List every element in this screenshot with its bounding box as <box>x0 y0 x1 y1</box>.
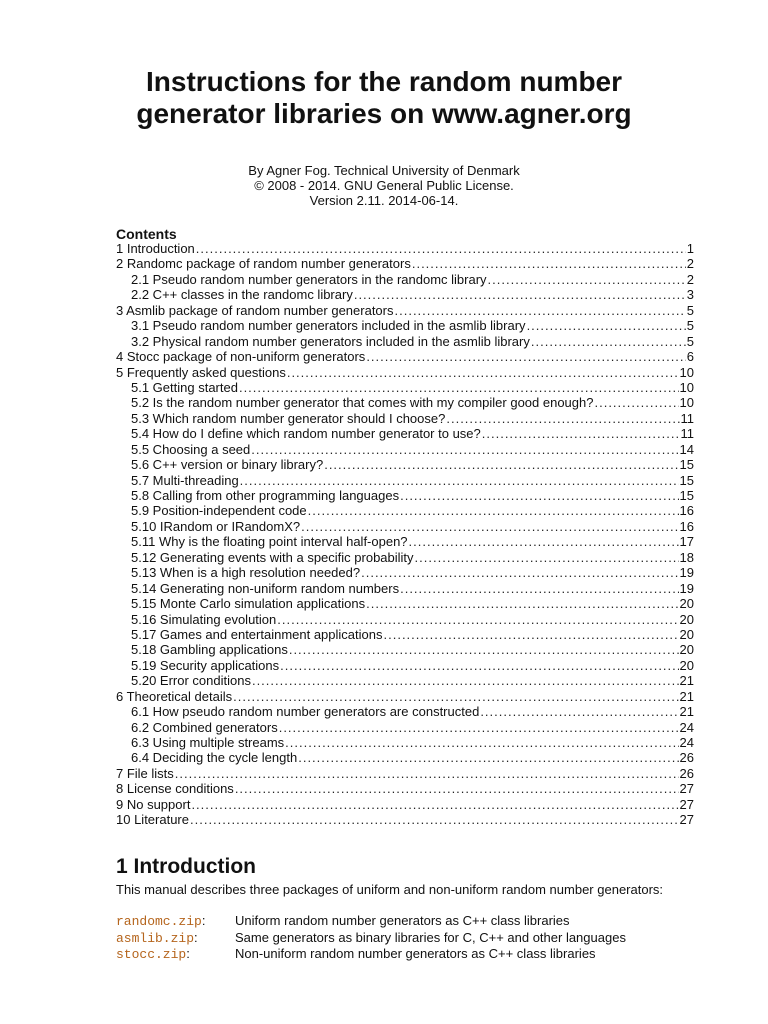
toc-entry[interactable] <box>116 797 694 812</box>
toc-entry[interactable] <box>116 720 694 735</box>
toc-entry-title: 5.1 Getting started <box>131 379 238 395</box>
toc-entry-page: 21 <box>679 704 694 720</box>
file-name <box>116 913 235 930</box>
toc-entry-title: 5.13 When is a high resolution needed? <box>131 565 361 581</box>
toc-entry[interactable] <box>116 689 694 704</box>
toc-entry-page: 16 <box>679 503 694 519</box>
toc-entry-title: 2.1 Pseudo random number generators in the randomc library <box>131 271 487 287</box>
toc-entry-page: 19 <box>679 565 694 581</box>
toc-entry-title: 5.11 Why is the floating point interval half-open? <box>131 534 408 550</box>
file-list-item <box>116 913 626 930</box>
toc-entry-page: 15 <box>679 472 694 488</box>
toc-entry[interactable] <box>116 503 694 518</box>
toc-entry-title: 5.5 Choosing a seed <box>131 441 251 457</box>
toc-entry-page: 15 <box>679 457 694 473</box>
toc-leader-dots <box>395 303 686 318</box>
toc-entry[interactable] <box>116 704 694 719</box>
intro-paragraph: This manual describes three packages of uniform and non-uniform random number generators: <box>116 882 664 897</box>
toc-entry-page: 1 <box>686 241 694 256</box>
toc-leader-dots <box>366 349 685 364</box>
toc-entry-title: 8 License conditions <box>116 781 234 797</box>
toc-entry-title: 5.4 How do I define which random number generator to use? <box>131 426 481 442</box>
toc-entry[interactable] <box>116 395 694 410</box>
toc-entry-page: 20 <box>679 596 694 612</box>
toc-leader-dots <box>191 797 678 812</box>
toc-entry[interactable] <box>116 303 694 318</box>
toc-entry[interactable] <box>116 565 694 580</box>
toc-leader-dots <box>527 318 686 333</box>
toc-entry[interactable] <box>116 612 694 627</box>
toc-entry-title: 7 File lists <box>116 765 174 781</box>
toc-entry-page: 24 <box>679 735 694 750</box>
toc-leader-dots <box>252 673 679 688</box>
toc-entry-page: 19 <box>679 580 694 596</box>
toc-leader-dots <box>279 720 679 735</box>
toc-entry-title: 2.2 C++ classes in the randomc library <box>131 287 353 303</box>
document-title <box>0 66 768 130</box>
toc-entry-title: 5.17 Games and entertainment applications <box>131 626 383 642</box>
toc-leader-dots <box>409 534 679 549</box>
toc-entry-title: 5.16 Simulating evolution <box>131 611 277 627</box>
toc-entry-title: 5.12 Generating events with a specific probability <box>131 549 414 565</box>
toc-entry-page: 10 <box>679 379 694 395</box>
toc-entry-title: 4 Stocc package of non-uniform generators <box>116 349 366 365</box>
toc-entry-title: 5.15 Monte Carlo simulation applications <box>131 596 366 612</box>
table-of-contents <box>116 241 694 828</box>
file-name <box>116 930 235 947</box>
toc-leader-dots <box>361 565 678 580</box>
toc-leader-dots <box>415 550 679 565</box>
toc-entry-page: 10 <box>679 395 694 411</box>
toc-entry-page: 2 <box>686 256 694 272</box>
byline-author: By Agner Fog. Technical University of Denmark <box>248 163 520 178</box>
toc-entry-title: 5.20 Error conditions <box>131 673 251 689</box>
toc-entry-page: 21 <box>679 688 694 704</box>
toc-entry-title: 5.3 Which random number generator should I choose? <box>131 410 446 426</box>
toc-entry[interactable] <box>116 241 694 256</box>
toc-leader-dots <box>285 735 678 750</box>
toc-entry-page: 3 <box>686 287 694 303</box>
file-name-text: randomc.zip <box>116 914 202 929</box>
toc-entry-title: 6.2 Combined generators <box>131 719 278 735</box>
toc-entry-page: 5 <box>686 333 694 349</box>
toc-entry-page: 20 <box>679 626 694 642</box>
toc-leader-dots <box>289 642 679 657</box>
toc-entry-title: 5.10 IRandom or IRandomX? <box>131 518 301 534</box>
toc-entry-title: 6.4 Deciding the cycle length <box>131 750 298 766</box>
toc-entry[interactable] <box>116 473 694 488</box>
file-list-item <box>116 946 626 963</box>
byline <box>0 163 768 208</box>
file-list-item <box>116 930 626 947</box>
toc-leader-dots <box>280 658 678 673</box>
toc-leader-dots <box>277 612 678 627</box>
toc-leader-dots <box>287 365 679 380</box>
toc-leader-dots <box>400 581 678 596</box>
toc-entry-title: 5.7 Multi-threading <box>131 472 239 488</box>
toc-entry-title: 5.6 C++ version or binary library? <box>131 457 324 473</box>
toc-entry[interactable] <box>116 735 694 750</box>
toc-leader-dots <box>308 503 679 518</box>
toc-entry[interactable] <box>116 442 694 457</box>
toc-entry-page: 27 <box>679 812 694 828</box>
toc-entry-page: 17 <box>679 534 694 550</box>
byline-license: © 2008 - 2014. GNU General Public License. <box>254 178 514 193</box>
toc-entry-page: 27 <box>679 796 694 812</box>
toc-entry-title: 10 Literature <box>116 812 189 828</box>
file-name-text: asmlib.zip <box>116 930 195 946</box>
toc-entry-page: 6 <box>686 349 694 365</box>
toc-leader-dots <box>412 256 686 271</box>
toc-leader-dots <box>175 766 679 781</box>
toc-entry-title: 5.9 Position-independent code <box>131 503 307 519</box>
toc-leader-dots <box>482 426 680 441</box>
toc-entry-page: 24 <box>679 719 694 735</box>
file-description: Uniform random number generators as C++ class libraries <box>235 913 570 928</box>
toc-leader-dots <box>233 689 678 704</box>
toc-entry-title: 3.2 Physical random number generators included in the asmlib library <box>131 333 530 349</box>
toc-entry[interactable] <box>116 642 694 657</box>
toc-entry-title: 5.2 Is the random number generator that comes with my compiler good enough? <box>131 395 594 411</box>
toc-leader-dots <box>196 241 686 256</box>
toc-leader-dots <box>251 442 678 457</box>
toc-entry[interactable] <box>116 334 694 349</box>
toc-entry-title: 5.8 Calling from other programming languages <box>131 488 400 503</box>
title-line-1: Instructions for the random number <box>145 66 623 97</box>
toc-entry[interactable] <box>116 673 694 688</box>
toc-entry[interactable] <box>116 349 694 364</box>
toc-entry[interactable] <box>116 256 694 271</box>
file-description: Same generators as binary libraries for C, C++ and other languages <box>235 929 626 945</box>
byline-version: Version 2.11. 2014-06-14. <box>309 193 459 208</box>
toc-entry[interactable] <box>116 550 694 565</box>
toc-entry-page: 16 <box>679 518 694 534</box>
toc-leader-dots <box>480 704 678 719</box>
section-heading: 1 Introduction <box>116 855 256 878</box>
toc-entry-page: 11 <box>680 426 694 442</box>
toc-entry[interactable] <box>116 411 694 426</box>
toc-entry-title: 9 No support <box>116 796 191 812</box>
toc-leader-dots <box>446 411 679 426</box>
toc-entry-page: 14 <box>679 441 694 457</box>
toc-entry-title: 5.19 Security applications <box>131 657 280 673</box>
toc-entry[interactable] <box>116 380 694 395</box>
toc-leader-dots <box>298 750 678 765</box>
toc-entry-page: 5 <box>686 302 694 318</box>
toc-entry-page: 21 <box>679 673 694 689</box>
toc-entry-title: 6.3 Using multiple streams <box>131 735 285 750</box>
toc-entry-title: 6 Theoretical details <box>116 688 233 704</box>
toc-leader-dots <box>239 380 679 395</box>
toc-entry-page: 20 <box>679 611 694 627</box>
toc-entry[interactable] <box>116 272 694 287</box>
toc-entry[interactable] <box>116 812 694 827</box>
toc-leader-dots <box>354 287 686 302</box>
toc-entry-page: 11 <box>680 410 694 426</box>
toc-entry-page: 2 <box>686 271 694 287</box>
file-name-text: stocc.zip <box>116 947 187 962</box>
toc-entry[interactable] <box>116 766 694 781</box>
toc-entry-title: 1 Introduction <box>116 241 195 256</box>
file-description: Non-uniform random number generators as C++ class libraries <box>235 946 596 961</box>
toc-entry-page: 20 <box>679 657 694 673</box>
toc-entry[interactable] <box>116 287 694 302</box>
toc-leader-dots <box>488 272 686 287</box>
toc-entry-title: 5.18 Gambling applications <box>131 642 288 658</box>
toc-entry-page: 26 <box>679 750 694 766</box>
file-name-colon: : <box>201 913 206 928</box>
toc-leader-dots <box>240 473 679 488</box>
toc-leader-dots <box>384 627 679 642</box>
toc-entry-page: 5 <box>686 318 694 334</box>
toc-entry[interactable] <box>116 318 694 333</box>
toc-entry-title: 5 Frequently asked questions <box>116 364 286 380</box>
toc-entry[interactable] <box>116 596 694 611</box>
toc-entry-page: 26 <box>679 765 694 781</box>
toc-entry[interactable] <box>116 581 694 596</box>
toc-leader-dots <box>366 596 678 611</box>
toc-entry-page: 18 <box>679 549 694 565</box>
file-list <box>116 913 626 963</box>
file-name-colon: : <box>194 929 198 945</box>
toc-entry[interactable] <box>116 426 694 441</box>
toc-leader-dots <box>594 395 678 410</box>
toc-entry[interactable] <box>116 658 694 673</box>
toc-entry-page: 27 <box>679 781 694 797</box>
toc-entry[interactable] <box>116 519 694 534</box>
toc-leader-dots <box>235 781 679 796</box>
toc-leader-dots <box>400 488 678 503</box>
toc-entry[interactable] <box>116 627 694 642</box>
toc-leader-dots <box>190 812 679 827</box>
toc-entry-page: 15 <box>679 488 694 503</box>
toc-entry[interactable] <box>116 750 694 765</box>
toc-entry-title: 3.1 Pseudo random number generators included in the asmlib library <box>131 318 526 334</box>
toc-entry[interactable] <box>116 534 694 549</box>
toc-entry[interactable] <box>116 365 694 380</box>
toc-entry-page: 20 <box>679 642 694 658</box>
toc-entry-title: 3 Asmlib package of random number generators <box>116 302 394 318</box>
toc-entry-title: 5.14 Generating non-uniform random numbers <box>131 580 400 596</box>
toc-entry[interactable] <box>116 457 694 472</box>
file-name-colon: : <box>186 946 190 961</box>
toc-entry-title: 6.1 How pseudo random number generators are constructed <box>131 704 480 720</box>
toc-entry-title: 2 Randomc package of random number generators <box>116 256 411 272</box>
toc-entry-page: 10 <box>679 364 694 380</box>
toc-entry[interactable] <box>116 781 694 796</box>
file-name <box>116 946 235 963</box>
toc-leader-dots <box>324 457 678 472</box>
contents-heading: Contents <box>116 226 177 242</box>
title-line-2: generator libraries on www.agner.org <box>136 98 632 129</box>
toc-entry[interactable] <box>116 488 694 503</box>
toc-leader-dots <box>301 519 678 534</box>
toc-leader-dots <box>531 334 686 349</box>
